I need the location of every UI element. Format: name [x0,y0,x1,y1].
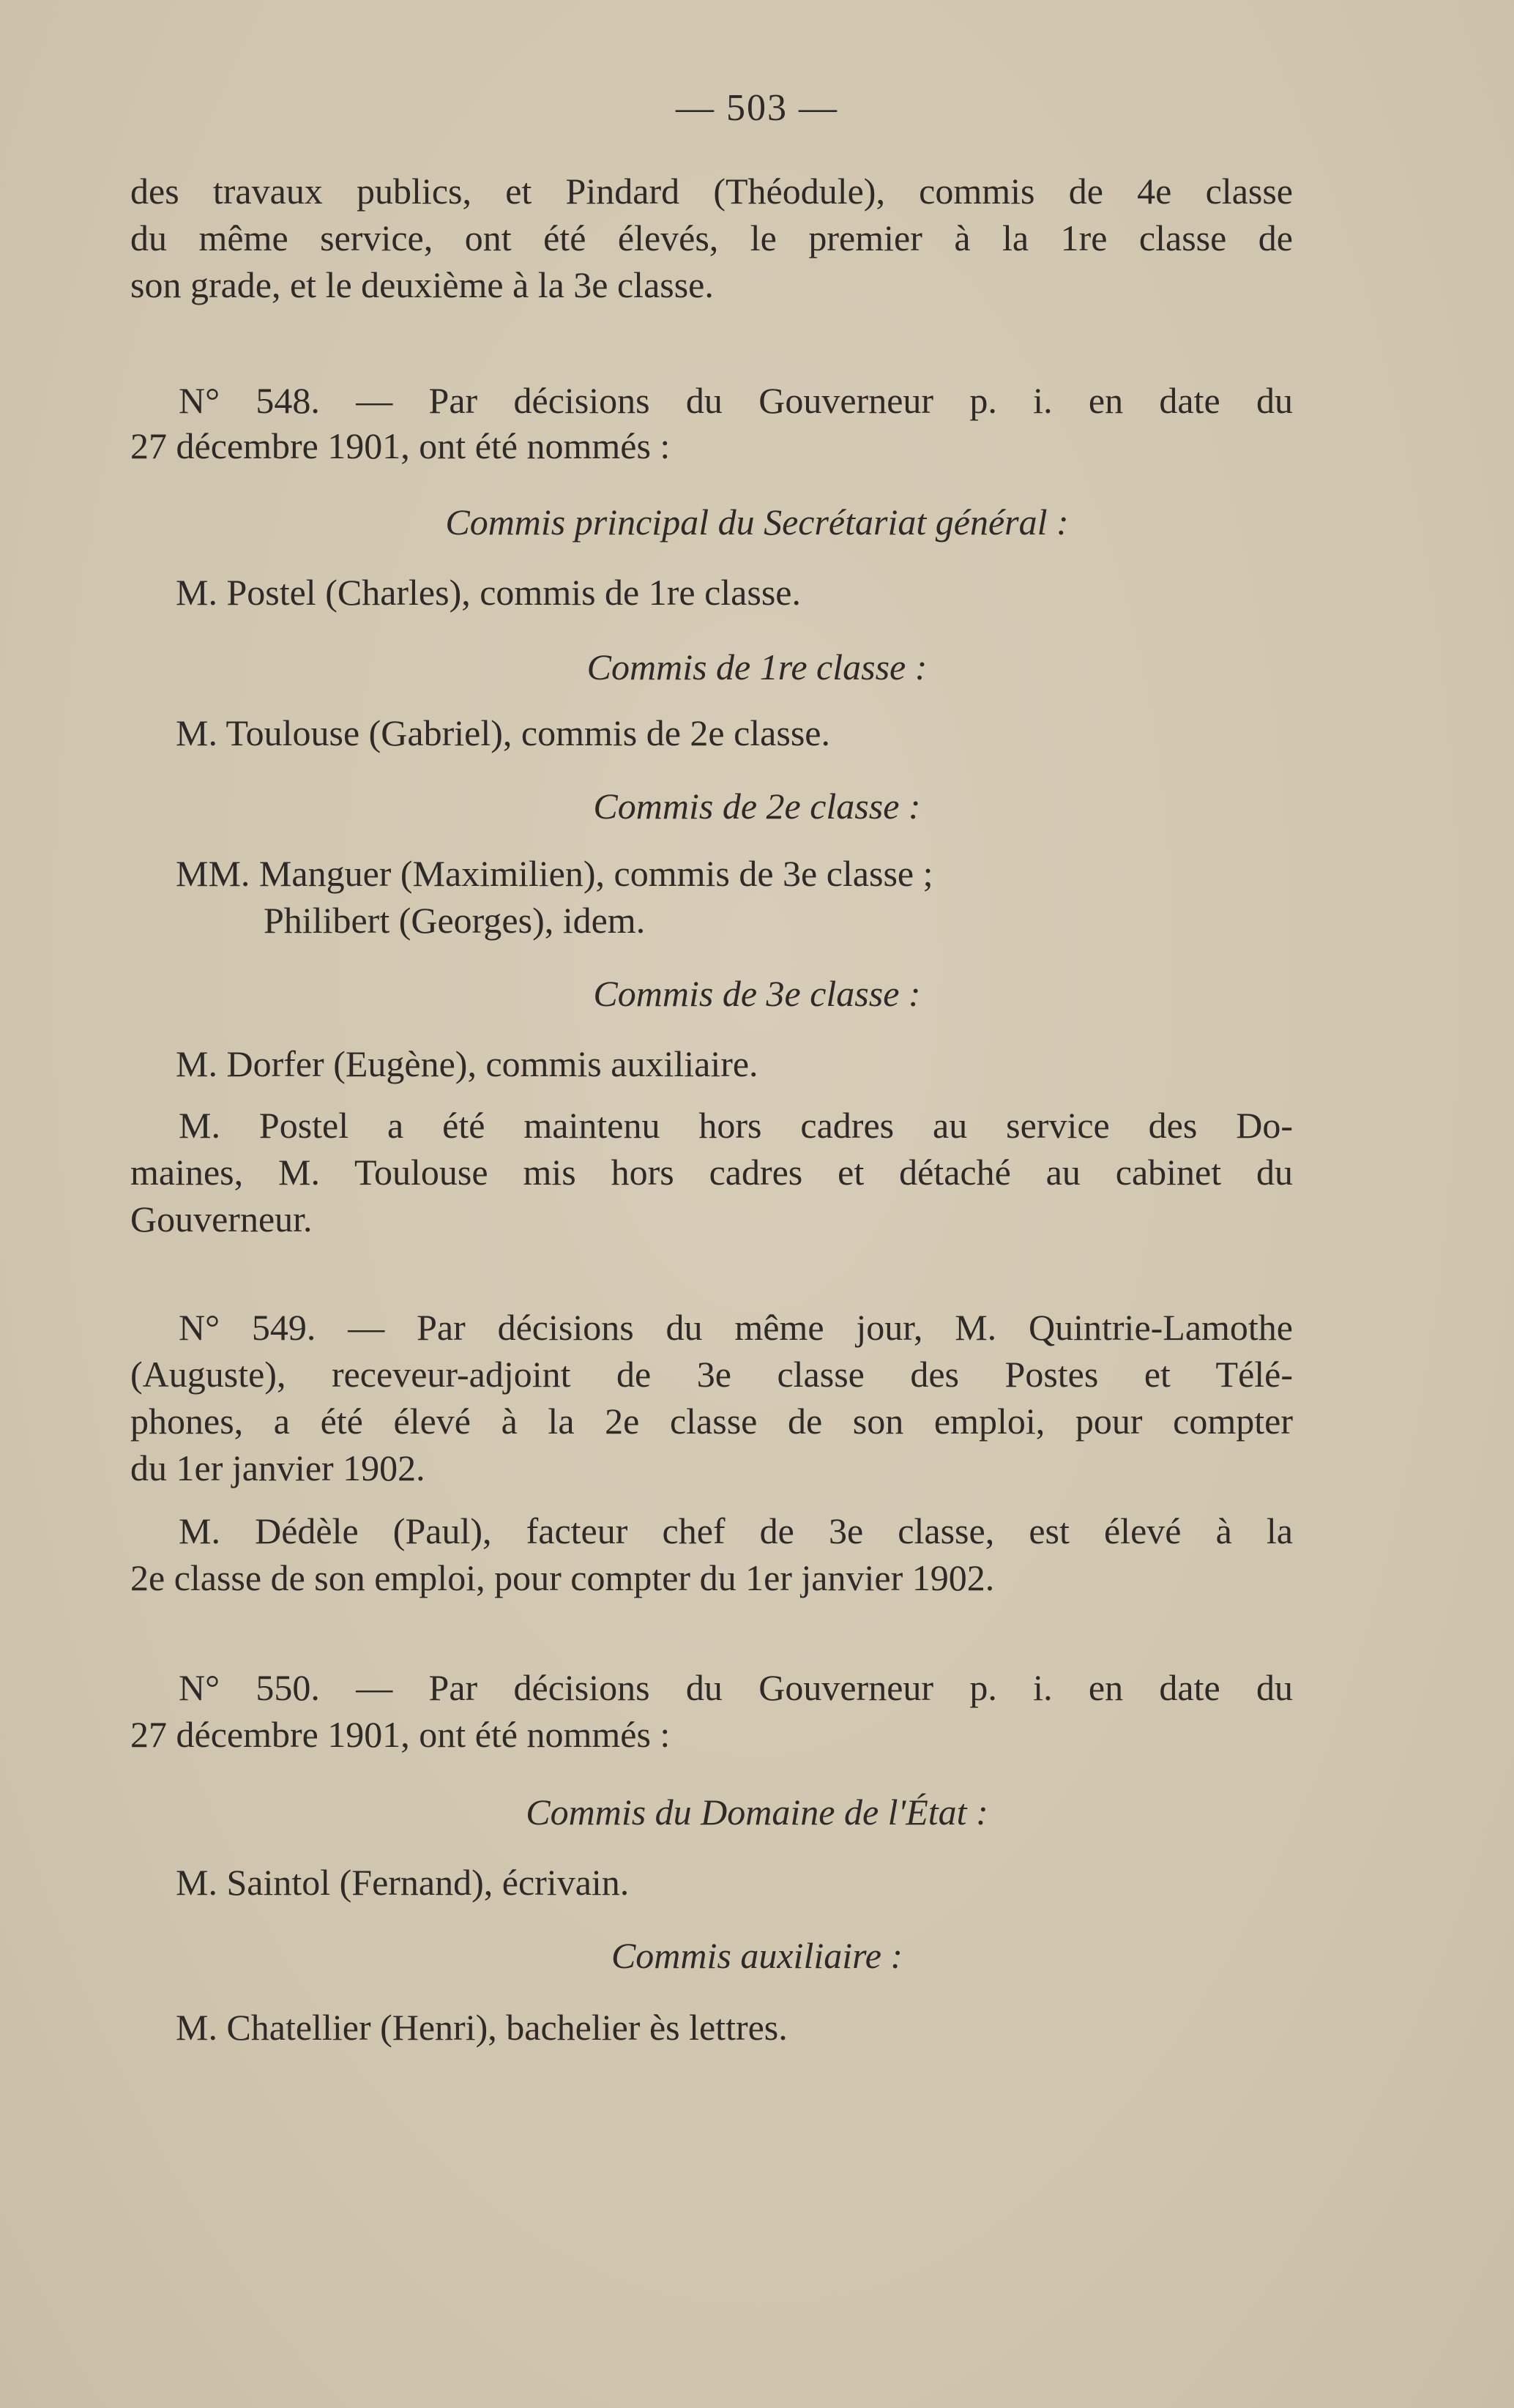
paragraph-heading-549: N° 549. — Par décisions du même jour, M. Quintrie-Lamothe [179,1307,1293,1348]
text-line: M. Postel (Charles), commis de 1re classe. [176,572,801,613]
paragraph-heading-548: N° 548. — Par décisions du Gouverneur p. i. en date du [179,380,1293,421]
text-line: (Auguste), receveur-adjoint de 3e classe des Postes et Télé- [130,1354,1293,1395]
text-line: 27 décembre 1901, ont été nommés : [130,425,671,466]
text-line: M. Chatellier (Henri), bachelier ès lettres. [176,2007,788,2048]
section-heading: Commis de 2e classe : [593,786,921,827]
text-line: M. Postel a été maintenu hors cadres au service des Do- [179,1105,1293,1146]
text-line: 2e classe de son emploi, pour compter du 1er janvier 1902. [130,1557,995,1598]
section-heading: Commis du Domaine de l'État : [526,1792,988,1833]
section-heading: Commis principal du Secrétariat général : [445,502,1069,543]
text-line: M. Dédèle (Paul), facteur chef de 3e classe, est élevé à la [179,1510,1293,1551]
text-line: du 1er janvier 1902. [130,1447,425,1488]
section-heading: Commis de 1re classe : [586,646,928,687]
text-line: son grade, et le deuxième à la 3e classe. [130,264,714,305]
text-line: M. Toulouse (Gabriel), commis de 2e classe. [176,712,830,753]
text-line: MM. Manguer (Maximilien), commis de 3e classe ; [176,853,933,894]
text-line: M. Dorfer (Eugène), commis auxiliaire. [176,1043,758,1084]
page-number: — 503 — [676,87,838,129]
text-line: 27 décembre 1901, ont été nommés : [130,1714,671,1755]
text-line: maines, M. Toulouse mis hors cadres et détaché au cabinet du [130,1152,1293,1193]
text-line: des travaux publics, et Pindard (Théodule), commis de 4e classe [130,171,1293,212]
text-line: phones, a été élevé à la 2e classe de son emploi, pour compter [130,1401,1293,1442]
section-heading: Commis auxiliaire : [611,1935,903,1976]
text-line: du même service, ont été élevés, le premier à la 1re classe de [130,217,1293,258]
section-heading: Commis de 3e classe : [593,973,921,1014]
text-line: M. Saintol (Fernand), écrivain. [176,1862,630,1903]
paragraph-heading-550: N° 550. — Par décisions du Gouverneur p. i. en date du [179,1667,1293,1708]
text-line: Gouverneur. [130,1199,313,1240]
text-line: Philibert (Georges), idem. [264,900,646,941]
